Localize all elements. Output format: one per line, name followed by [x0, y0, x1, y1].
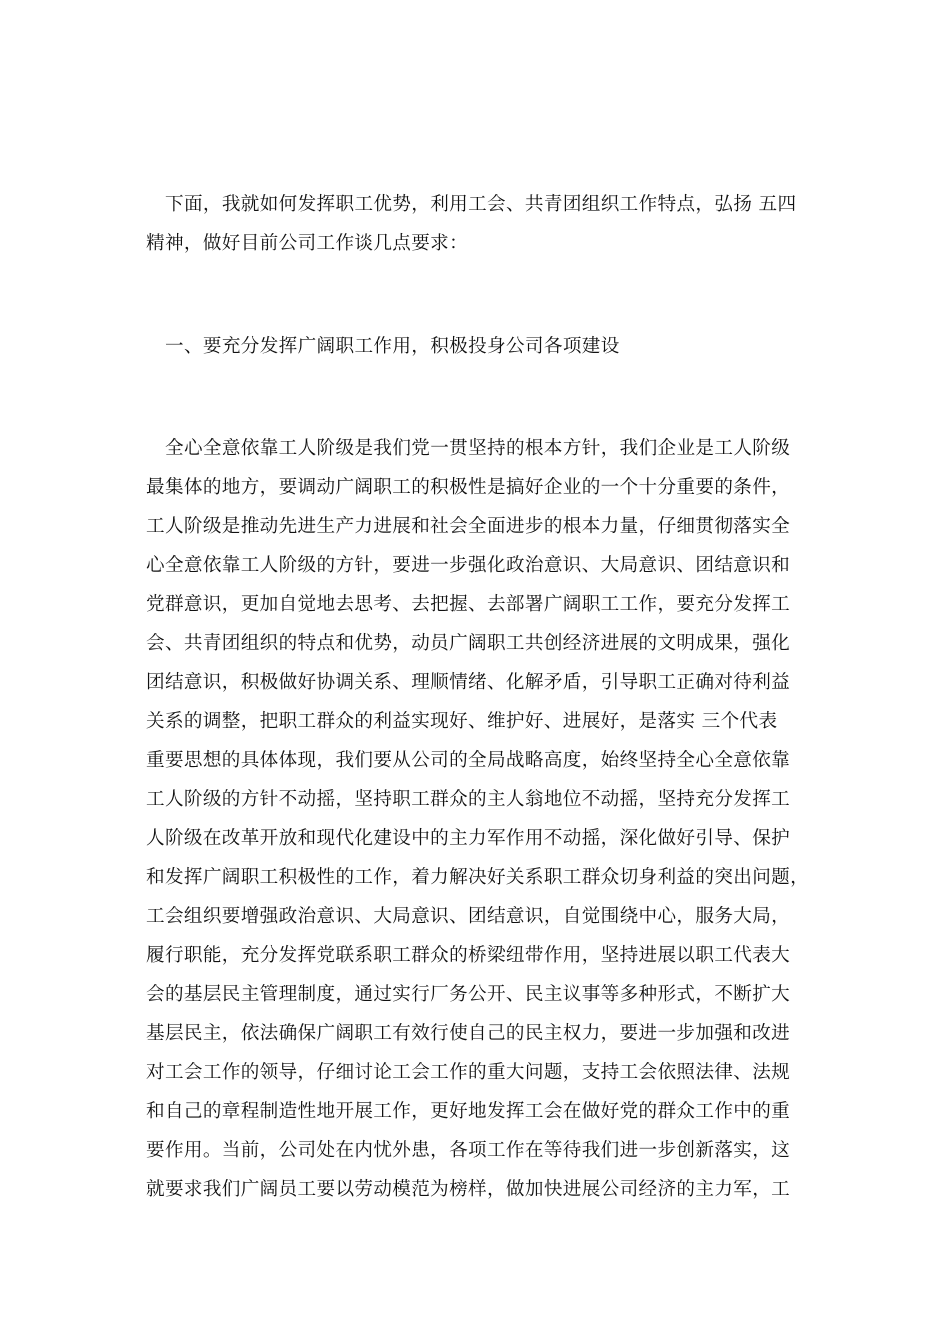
body-line-5: 党群意识，更加自觉地去思考、去把握、去部署广阔职工工作，要充分发挥工 [146, 594, 791, 615]
body-line-2: 最集体的地方，要调动广阔职工的积极性是搞好企业的一个十分重要的条件， [146, 477, 791, 498]
body-line-7: 团结意识，积极做好协调关系、理顺情绪、化解矛盾，引导职工正确对待利益 [146, 672, 791, 693]
body-line-14: 履行职能，充分发挥党联系职工群众的桥梁纽带作用，坚持进展以职工代表大 [146, 945, 791, 966]
body-line-12: 和发挥广阔职工积极性的工作，着力解决好关系职工群众切身利益的突出问题， [146, 867, 810, 888]
body-line-15: 会的基层民主管理制度，通过实行厂务公开、民主议事等多种形式，不断扩大 [146, 984, 791, 1005]
body-line-18: 和自己的章程制造性地开展工作，更好地发挥工会在做好党的群众工作中的重 [146, 1101, 791, 1122]
intro-line-2: 精神，做好目前公司工作谈几点要求： [146, 233, 469, 254]
body-line-4: 心全意依靠工人阶级的方针，要进一步强化政治意识、大局意识、团结意识和 [146, 555, 791, 576]
body-line-13: 工会组织要增强政治意识、大局意识、团结意识，自觉围绕中心，服务大局， [146, 906, 791, 927]
body-line-20: 就要求我们广阔员工要以劳动模范为榜样，做加快进展公司经济的主力军，工 [146, 1179, 791, 1200]
body-line-19: 要作用。当前，公司处在内忧外患，各项工作在等待我们进一步创新落实，这 [146, 1140, 791, 1161]
body-line-8: 关系的调整，把职工群众的利益实现好、维护好、进展好，是落实 三个代表 [146, 711, 778, 732]
body-line-17: 对工会工作的领导，仔细讨论工会工作的重大问题，支持工会依照法律、法规 [146, 1062, 791, 1083]
body-line-16: 基层民主，依法确保广阔职工有效行使自己的民主权力，要进一步加强和改进 [146, 1023, 791, 1044]
body-line-1: 全心全意依靠工人阶级是我们党一贯坚持的根本方针，我们企业是工人阶级 [165, 438, 791, 459]
body-line-6: 会、共青团组织的特点和优势，动员广阔职工共创经济进展的文明成果，强化 [146, 633, 791, 654]
body-line-10: 工人阶级的方针不动摇，坚持职工群众的主人翁地位不动摇，坚持充分发挥工 [146, 789, 791, 810]
body-line-11: 人阶级在改革开放和现代化建设中的主力军作用不动摇，深化做好引导、保护 [146, 828, 791, 849]
body-line-3: 工人阶级是推动先进生产力进展和社会全面进步的根本力量，仔细贯彻落实全 [146, 516, 791, 537]
intro-line-1: 下面，我就如何发挥职工优势，利用工会、共青团组织工作特点，弘扬 五四 [165, 194, 797, 215]
body-line-9: 重要思想的具体体现，我们要从公司的全局战略高度，始终坚持全心全意依靠 [146, 750, 791, 771]
section-heading: 一、要充分发挥广阔职工作用，积极投身公司各项建设 [165, 336, 620, 357]
